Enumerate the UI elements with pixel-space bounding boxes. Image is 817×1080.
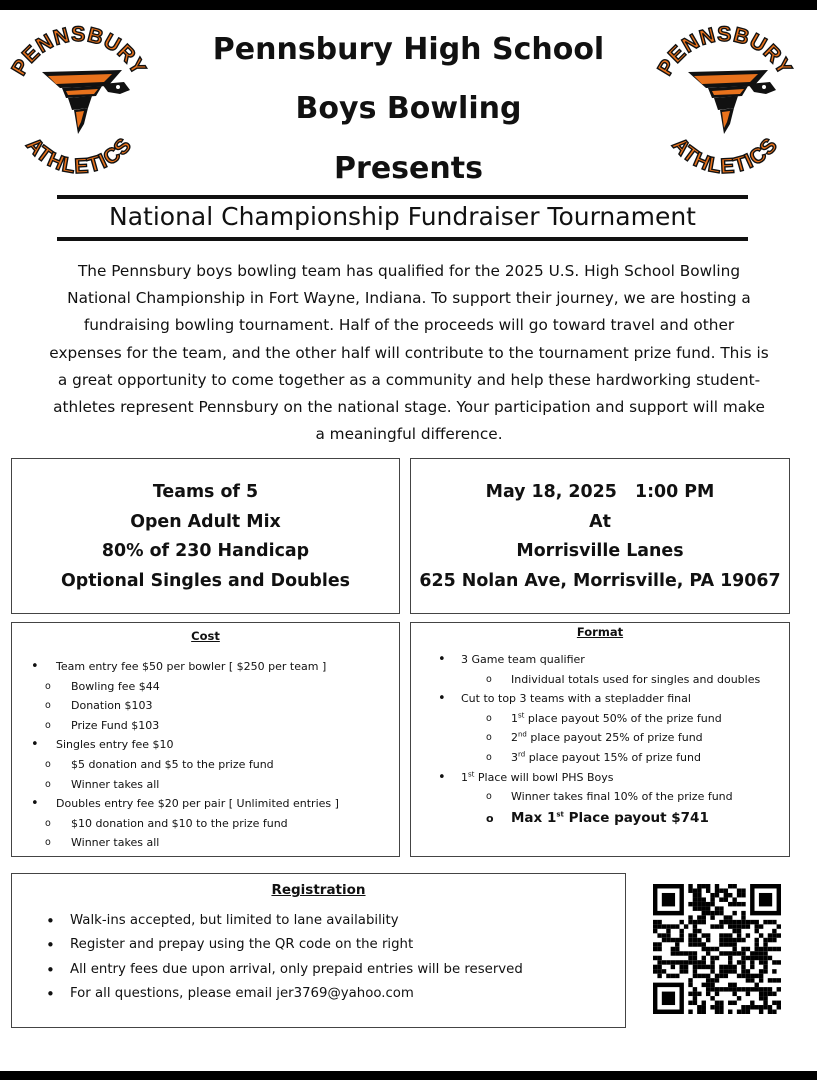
list-item: • Team entry fee $50 per bowler [ $250 per team ] <box>12 657 399 677</box>
event-address: 625 Nolan Ave, Morrisville, PA 19067 <box>419 570 781 591</box>
svg-text:PENNSBURY: PENNSBURY <box>7 22 151 80</box>
top-border <box>0 0 817 10</box>
list-item <box>411 748 789 768</box>
svg-text:PENNSBURY: PENNSBURY <box>653 22 797 80</box>
ordinal-suffix: nd <box>518 730 527 739</box>
list-item: o Bowling fee $44 <box>12 677 399 697</box>
phs-text: Place will bowl PHS Boys <box>474 770 614 784</box>
list-item: • Cut to top 3 teams with a stepladder final <box>411 689 789 709</box>
list-item: • Singles entry fee $10 <box>12 735 399 755</box>
list-item: o Donation $103 <box>12 696 399 716</box>
payout-text: place payout 50% of the prize fund <box>524 711 722 725</box>
registration-qr-code[interactable] <box>653 884 781 1014</box>
list-item: o Winner takes all <box>12 775 399 795</box>
format-box <box>410 622 790 857</box>
event-venue: Morrisville Lanes <box>516 541 684 561</box>
title-rule-top <box>57 195 748 199</box>
svg-text:ATHLETICS: ATHLETICS <box>21 133 137 179</box>
list-item: o Winner takes final 10% of the prize fund <box>411 787 789 807</box>
max-payout-text: Place payout $741 <box>563 809 709 826</box>
title-rule-bottom <box>57 237 748 241</box>
bottom-border <box>0 1071 817 1080</box>
list-item: • Doubles entry fee $20 per pair [ Unlimited entries ] <box>12 794 399 814</box>
cost-box <box>11 622 400 857</box>
list-item: • Register and prepay using the QR code on the right <box>12 933 625 957</box>
payout-text: place payout 25% of prize fund <box>526 731 703 745</box>
ordinal-suffix: st <box>556 810 564 819</box>
ordinal-suffix: st <box>468 769 475 778</box>
payout-text: place payout 15% of prize fund <box>525 750 701 764</box>
list-item: • Walk-ins accepted, but limited to lane availability <box>12 909 625 933</box>
intro-paragraph: The Pennsbury boys bowling team has qualified for the 2025 U.S. High School Bowling National Championship in Fort Wayne, Indiana. To support their journey, we are hosting a fundraising bowling tournament. Half of the proceeds will go toward travel and other expenses for the team, and the other half will contribute to the tournament prize fund. This is a great opportunity to come together as a community and help these hardworking student-athletes represent Pennsbury on the national stage. Your participation and support will make a meaningful difference. <box>49 262 769 444</box>
max-payout-prefix: Max 1 <box>511 809 557 826</box>
format-title: Format <box>576 625 624 639</box>
details-teams: Teams of 5 <box>152 482 259 502</box>
header-team-name: Boys Bowling <box>295 91 522 126</box>
ordinal-number: 1 <box>511 711 518 725</box>
list-item: o Individual totals used for singles and doubles <box>411 670 789 690</box>
list-item <box>411 709 789 729</box>
falcon-icon <box>42 70 130 134</box>
details-optional: Optional Singles and Doubles <box>60 570 350 591</box>
list-item: • All entry fees due upon arrival, only prepaid entries will be reserved <box>12 958 625 982</box>
event-info-box <box>410 458 790 614</box>
ordinal-number: 1 <box>461 770 468 784</box>
event-at: At <box>589 511 611 532</box>
pennsbury-athletics-logo-left <box>4 22 154 182</box>
tournament-details-box <box>11 458 400 614</box>
list-item: o Prize Fund $103 <box>12 716 399 736</box>
registration-title: Registration <box>271 882 366 898</box>
ordinal-suffix: rd <box>518 750 526 759</box>
details-handicap: 80% of 230 Handicap <box>101 541 310 561</box>
max-payout <box>411 807 789 829</box>
ordinal-number: 2 <box>511 731 518 745</box>
pennsbury-athletics-logo-right <box>650 22 800 182</box>
registration-box <box>11 873 626 1028</box>
falcon-icon <box>688 70 776 134</box>
list-item <box>411 728 789 748</box>
header-presents: Presents <box>334 151 483 186</box>
svg-text:ATHLETICS: ATHLETICS <box>667 133 783 179</box>
list-item: o $5 donation and $5 to the prize fund <box>12 755 399 775</box>
list-item <box>411 768 789 788</box>
ordinal-suffix: st <box>518 711 525 720</box>
details-mix: Open Adult Mix <box>130 511 281 532</box>
list-item: • For all questions, please email jer3769@yahoo.com <box>12 982 625 1006</box>
list-item: o $10 donation and $10 to the prize fund <box>12 814 399 834</box>
cost-title: Cost <box>191 629 220 643</box>
qr-code-icon <box>653 884 781 1014</box>
header-school-name: Pennsbury High School <box>212 32 605 67</box>
list-item: • 3 Game team qualifier <box>411 650 789 670</box>
event-title: National Championship Fundraiser Tournament <box>109 202 696 231</box>
ordinal-number: 3 <box>511 750 518 764</box>
list-item: o Winner takes all <box>12 833 399 853</box>
event-datetime: May 18, 2025 1:00 PM <box>485 482 715 502</box>
